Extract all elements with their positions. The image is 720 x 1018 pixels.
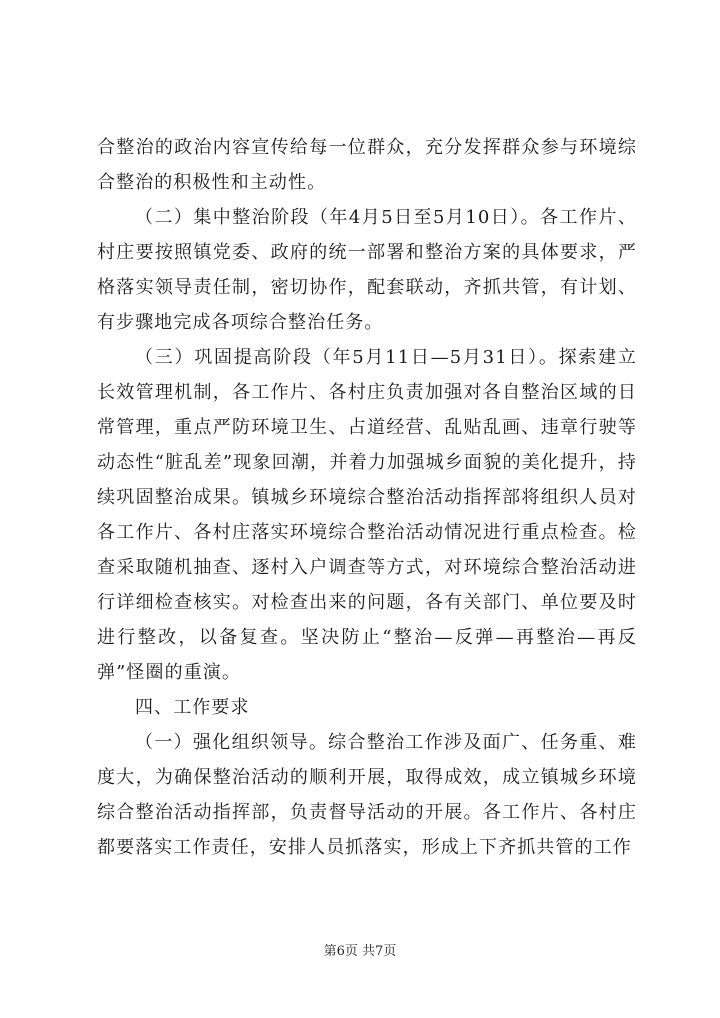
section-heading-work-requirements: 四、工作要求 bbox=[135, 697, 250, 718]
paragraph-stage-three: （三）巩固提高阶段（年5月11日—5月31日）。探索建立长效管理机制，各工作片、各村庄负责加强对各自整治区域的日常管理，重点严防环境卫生、占道经营、乱贴乱画、违章行驶等动态性“脏乱差”现象回潮，并着力加强城乡面貌的美化提升，持续巩固整治成果。镇城乡环境综合整治活动指挥部将组织人员对各工作片、各村庄落实环境综合整治活动情况进行重点检查。检查采取随机抽查、逐村入户调查等方式，对环境综合整治活动进行详细检查核实。对检查出来的问题，各有关部门、单位要及时进行整改，以备复查。坚决防止“整治—反弹—再整治—再反弹”怪圈的重演。 bbox=[97, 347, 637, 683]
paragraph-continuation: 合整治的政治内容宣传给每一位群众，充分发挥群众参与环境综合整治的积极性和主动性。 bbox=[97, 137, 637, 193]
page-footer: 第6页 共7页 bbox=[323, 944, 397, 959]
document-body bbox=[97, 130, 637, 865]
paragraph-stage-two: （二）集中整治阶段（年4月5日至5月10日）。各工作片、村庄要按照镇党委、政府的统一部署和整治方案的具体要求，严格落实领导责任制，密切协作，配套联动，齐抓共管，有计划、有步骤地完成各项综合整治任务。 bbox=[97, 207, 637, 333]
paragraph-requirement-one: （一）强化组织领导。综合整治工作涉及面广、任务重、难度大，为确保整治活动的顺利开展，取得成效，成立镇城乡环境综合整治活动指挥部，负责督导活动的开展。各工作片、各村庄都要落实工作责任，安排人员抓落实，形成上下齐抓共管的工作 bbox=[97, 732, 637, 858]
